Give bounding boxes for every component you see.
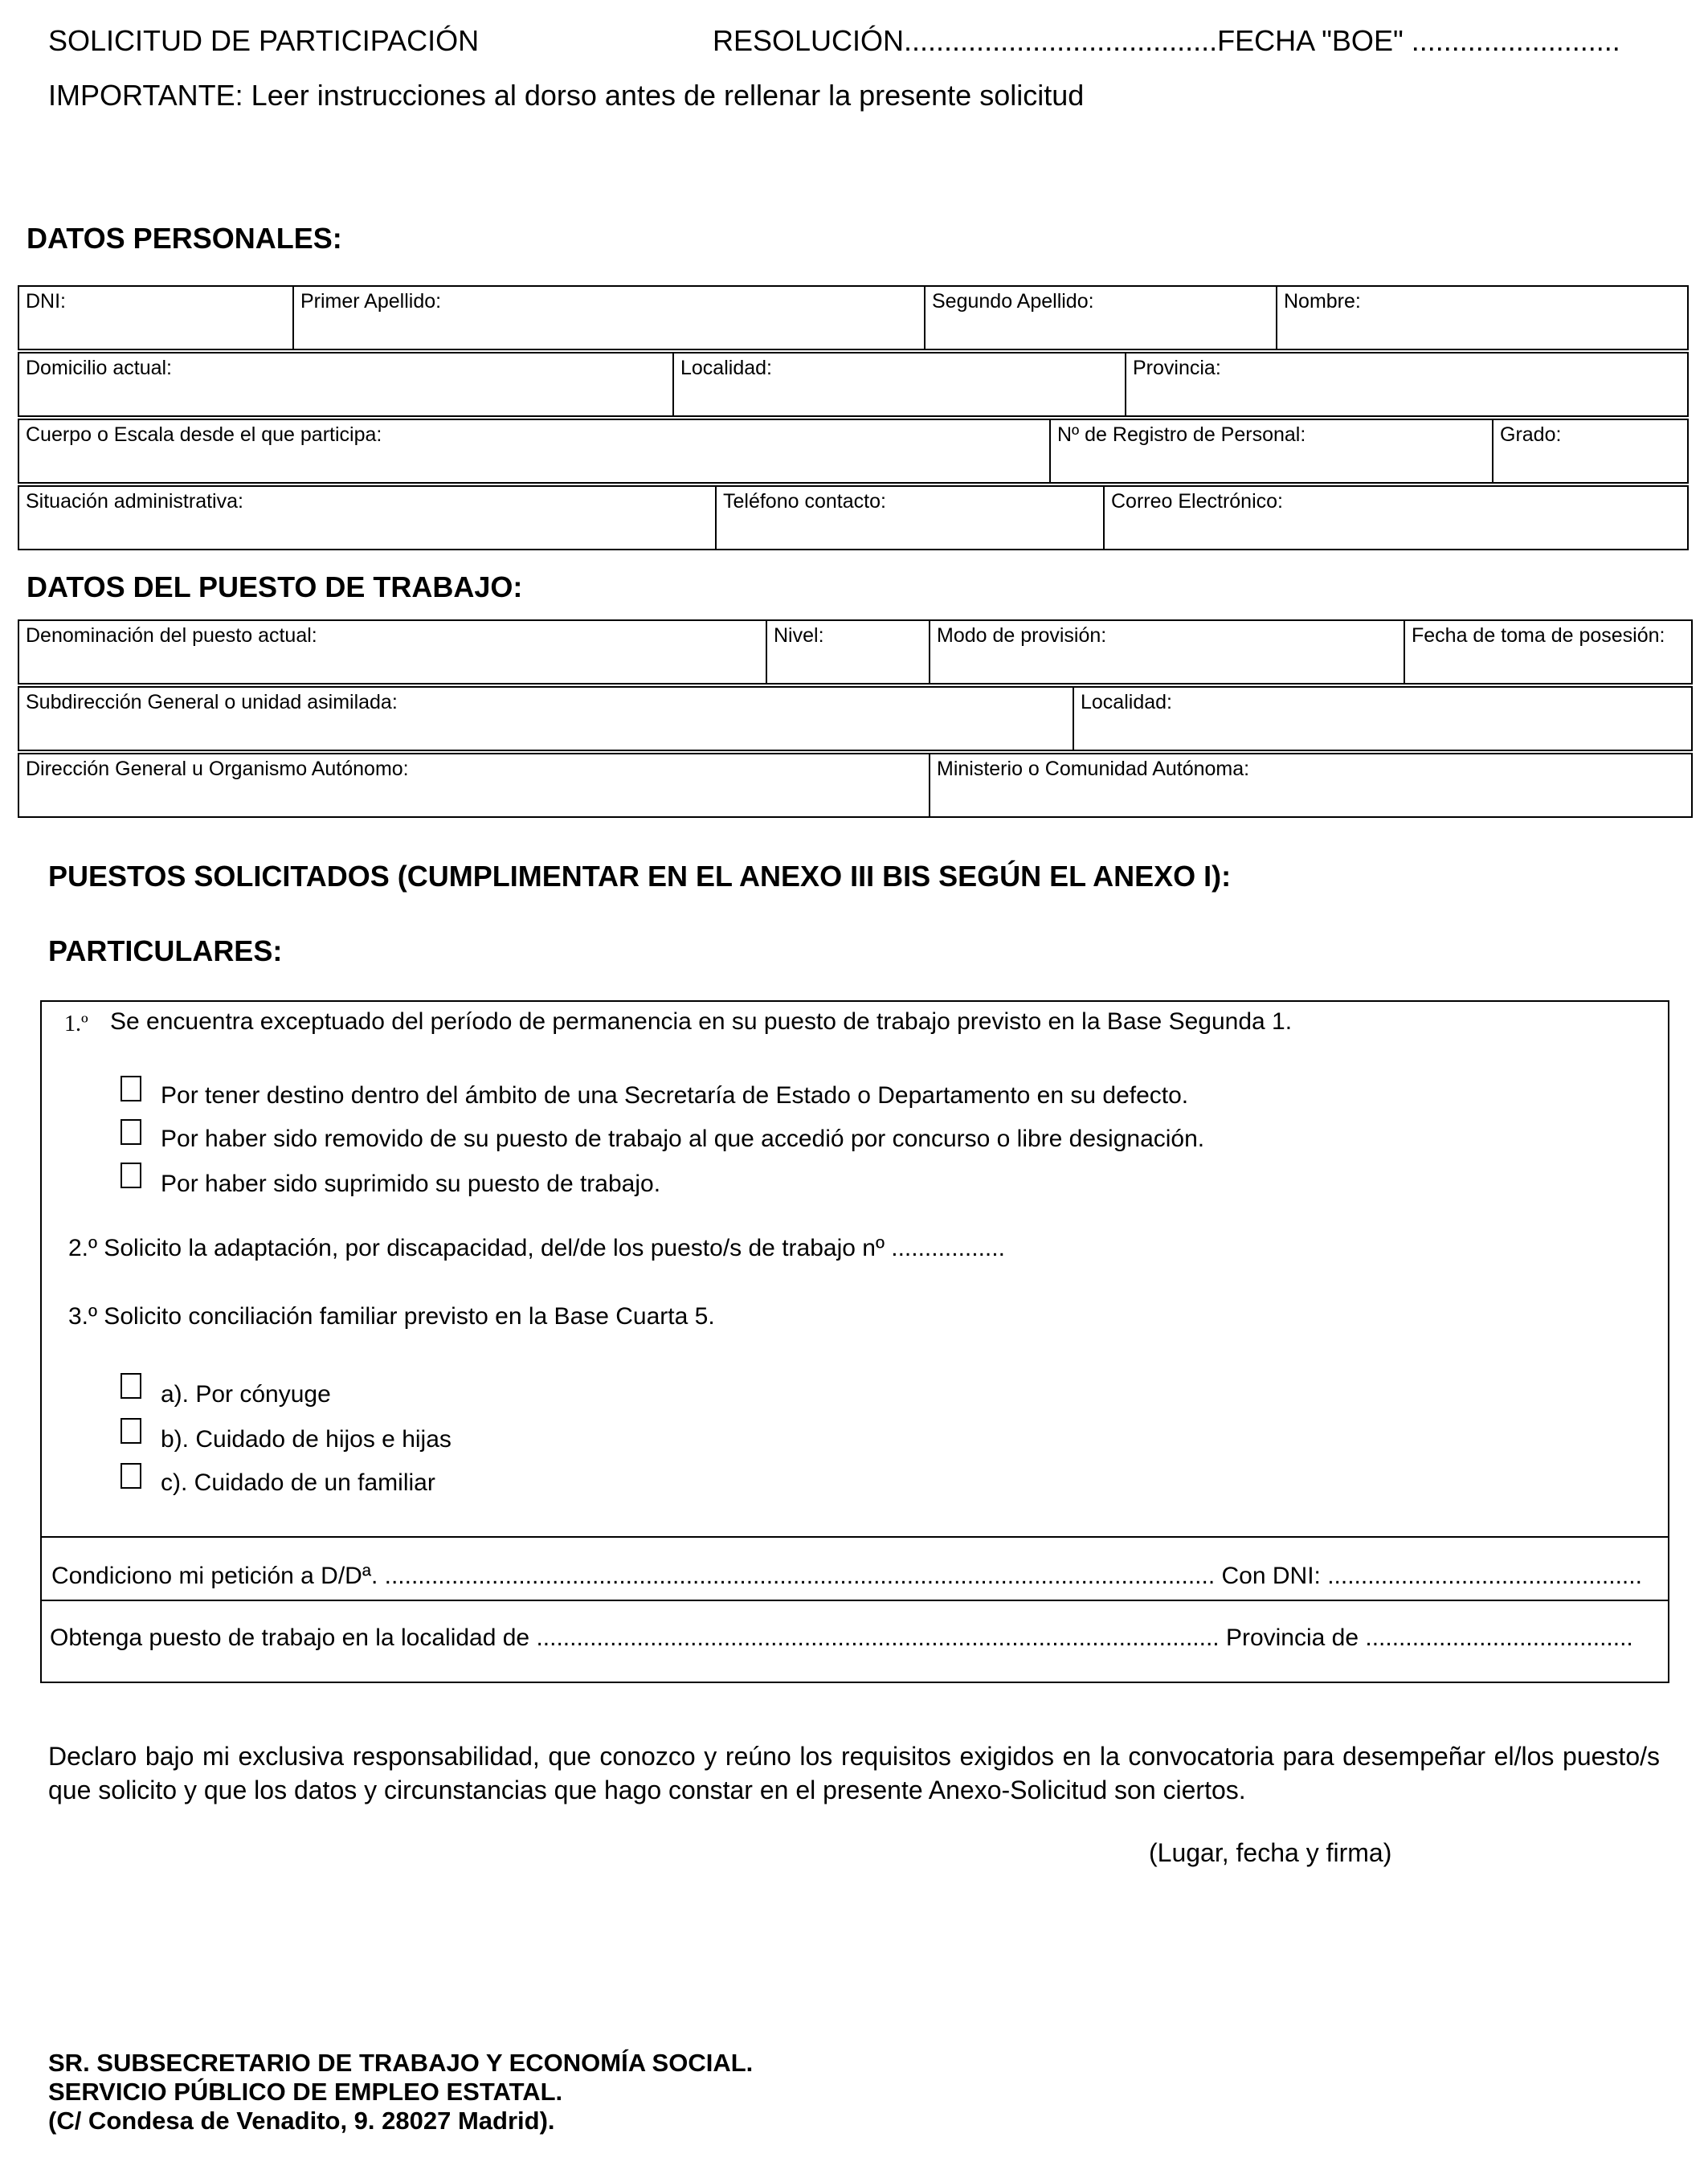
denominacion-label: Denominación del puesto actual: [26,624,317,647]
job-row-3 [18,753,1693,818]
primer-apellido-label: Primer Apellido: [300,290,442,313]
footer-line-1: SR. SUBSECRETARIO DE TRABAJO Y ECONOMÍA SOCIAL. [48,2049,754,2077]
ministerio-label: Ministerio o Comunidad Autónoma: [937,758,1250,780]
obtenga-line[interactable]: Obtenga puesto de trabajo en la localidad de ...................................................................................................... Provincia de ........................................ [50,1624,1633,1651]
personal-row-4 [18,485,1689,550]
primer-apellido-field[interactable] [293,286,925,349]
segundo-apellido-input[interactable] [932,318,1259,345]
personal-row-2 [18,352,1689,417]
fecha-posesion-input[interactable] [1412,652,1677,680]
domicilio-input[interactable] [26,385,640,412]
job-localidad-input[interactable] [1081,719,1661,746]
provincia-label: Provincia: [1133,357,1221,379]
localidad-field[interactable] [673,353,1126,416]
cuerpo-input[interactable] [26,452,998,479]
localidad-input[interactable] [680,385,1102,412]
signature-caption: (Lugar, fecha y firma) [1149,1838,1392,1867]
nombre-field[interactable] [1277,286,1688,349]
resolution-line: RESOLUCIÓN.......................................FECHA "BOE" .......................... [713,24,1620,57]
registro-label: Nº de Registro de Personal: [1057,423,1306,446]
direccion-label: Dirección General u Organismo Autónomo: [26,758,409,780]
personal-row-1 [18,285,1689,350]
grado-field[interactable] [1493,419,1688,483]
segundo-apellido-field[interactable] [925,286,1277,349]
opt-a-checkbox[interactable] [121,1373,141,1399]
situacion-field[interactable] [18,486,716,550]
correo-input[interactable] [1111,518,1658,546]
modo-field[interactable] [930,620,1404,684]
opt3-label: Por haber sido suprimido su puesto de trabajo. [161,1171,661,1197]
direccion-input[interactable] [26,786,884,813]
grado-label: Grado: [1500,423,1562,446]
provincia-input[interactable] [1133,385,1660,412]
correo-field[interactable] [1104,486,1688,550]
personal-heading: DATOS PERSONALES: [27,222,342,255]
footer-line-3: (C/ Condesa de Venadito, 9. 28027 Madrid). [48,2107,555,2135]
opt-c-checkbox[interactable] [121,1463,141,1489]
ministerio-field[interactable] [930,754,1692,817]
item3-text: 3.º Solicito conciliación familiar previsto en la Base Cuarta 5. [68,1303,715,1330]
job-heading: DATOS DEL PUESTO DE TRABAJO: [27,570,523,603]
telefono-label: Teléfono contacto: [723,490,886,513]
opt2-checkbox[interactable] [121,1119,141,1145]
dni-label: DNI: [26,290,66,313]
job-row-1 [18,619,1693,685]
registro-input[interactable] [1057,452,1470,479]
job-localidad-field[interactable] [1073,687,1692,750]
subdireccion-input[interactable] [26,719,1020,746]
primer-apellido-input[interactable] [300,318,893,345]
particulares-box [40,1000,1669,1601]
nombre-label: Nombre: [1284,290,1361,313]
opt1-checkbox[interactable] [121,1076,141,1101]
item2-text: 2.º Solicito la adaptación, por discapacidad, del/de los puesto/s de trabajo nº ................. [68,1235,1005,1261]
opt-b-label: b). Cuidado de hijos e hijas [161,1426,452,1453]
segundo-apellido-label: Segundo Apellido: [932,290,1094,313]
nombre-input[interactable] [1284,318,1667,345]
denominacion-input[interactable] [26,652,729,680]
important-notice: IMPORTANTE: Leer instrucciones al dorso antes de rellenar la presente solicitud [48,79,1085,112]
nivel-field[interactable] [766,620,930,684]
item1-text: Se encuentra exceptuado del período de permanencia en su puesto de trabajo previsto en la Base Segunda 1. [110,1008,1293,1035]
subdireccion-label: Subdirección General o unidad asimilada: [26,691,398,713]
opt2-label: Por haber sido removido de su puesto de trabajo al que accedió por concurso o libre designación. [161,1126,1205,1152]
footer-line-2: SERVICIO PÚBLICO DE EMPLEO ESTATAL. [48,2078,563,2106]
ministerio-input[interactable] [937,786,1653,813]
subdireccion-field[interactable] [18,687,1073,750]
nivel-label: Nivel: [774,624,824,647]
opt-a-label: a). Por cónyuge [161,1381,331,1408]
cuerpo-field[interactable] [18,419,1050,483]
opt-c-label: c). Cuidado de un familiar [161,1469,435,1496]
direccion-field[interactable] [18,754,930,817]
fecha-posesion-label: Fecha de toma de posesión: [1412,624,1665,647]
situacion-label: Situación administrativa: [26,490,243,513]
job-localidad-label: Localidad: [1081,691,1172,713]
declaration-text: Declaro bajo mi exclusiva responsabilidad, que conozco y reúno los requisitos exigidos en la convocatoria para desempeñar el/los puesto/s que solicito y que los datos y circunstancias que hago constar en el presente Anexo-Solicitud son ciertos. [48,1742,1660,1804]
nivel-input[interactable] [774,652,921,680]
particulares-heading: PARTICULARES: [48,934,283,967]
job-row-2 [18,686,1693,751]
requested-heading: PUESTOS SOLICITADOS (CUMPLIMENTAR EN EL ANEXO III BIS SEGÚN EL ANEXO I): [48,860,1232,893]
telefono-field[interactable] [716,486,1104,550]
form-title: SOLICITUD DE PARTICIPACIÓN [48,24,480,57]
item1-number: 1.º [64,1011,88,1036]
condiciono-line[interactable]: Condiciono mi petición a D/Dª. ............................................................................................................................ Con DNI: ............................................... [51,1563,1642,1589]
grado-input[interactable] [1500,452,1677,479]
correo-label: Correo Electrónico: [1111,490,1283,513]
personal-row-3 [18,419,1689,484]
fecha-posesion-field[interactable] [1404,620,1692,684]
situacion-input[interactable] [26,518,680,546]
domicilio-label: Domicilio actual: [26,357,173,379]
dni-input[interactable] [26,318,279,345]
registro-field[interactable] [1050,419,1493,483]
cuerpo-label: Cuerpo o Escala desde el que participa: [26,423,382,446]
opt1-label: Por tener destino dentro del ámbito de una Secretaría de Estado o Departamento en su defecto. [161,1082,1189,1109]
modo-label: Modo de provisión: [937,624,1107,647]
localidad-label: Localidad: [680,357,772,379]
opt-b-checkbox[interactable] [121,1418,141,1444]
provincia-field[interactable] [1126,353,1688,416]
telefono-input[interactable] [723,518,1084,546]
modo-input[interactable] [937,652,1380,680]
particulares-divider [42,1536,1668,1538]
domicilio-field[interactable] [18,353,673,416]
denominacion-field[interactable] [18,620,766,684]
opt3-checkbox[interactable] [121,1163,141,1188]
dni-field[interactable] [18,286,293,349]
